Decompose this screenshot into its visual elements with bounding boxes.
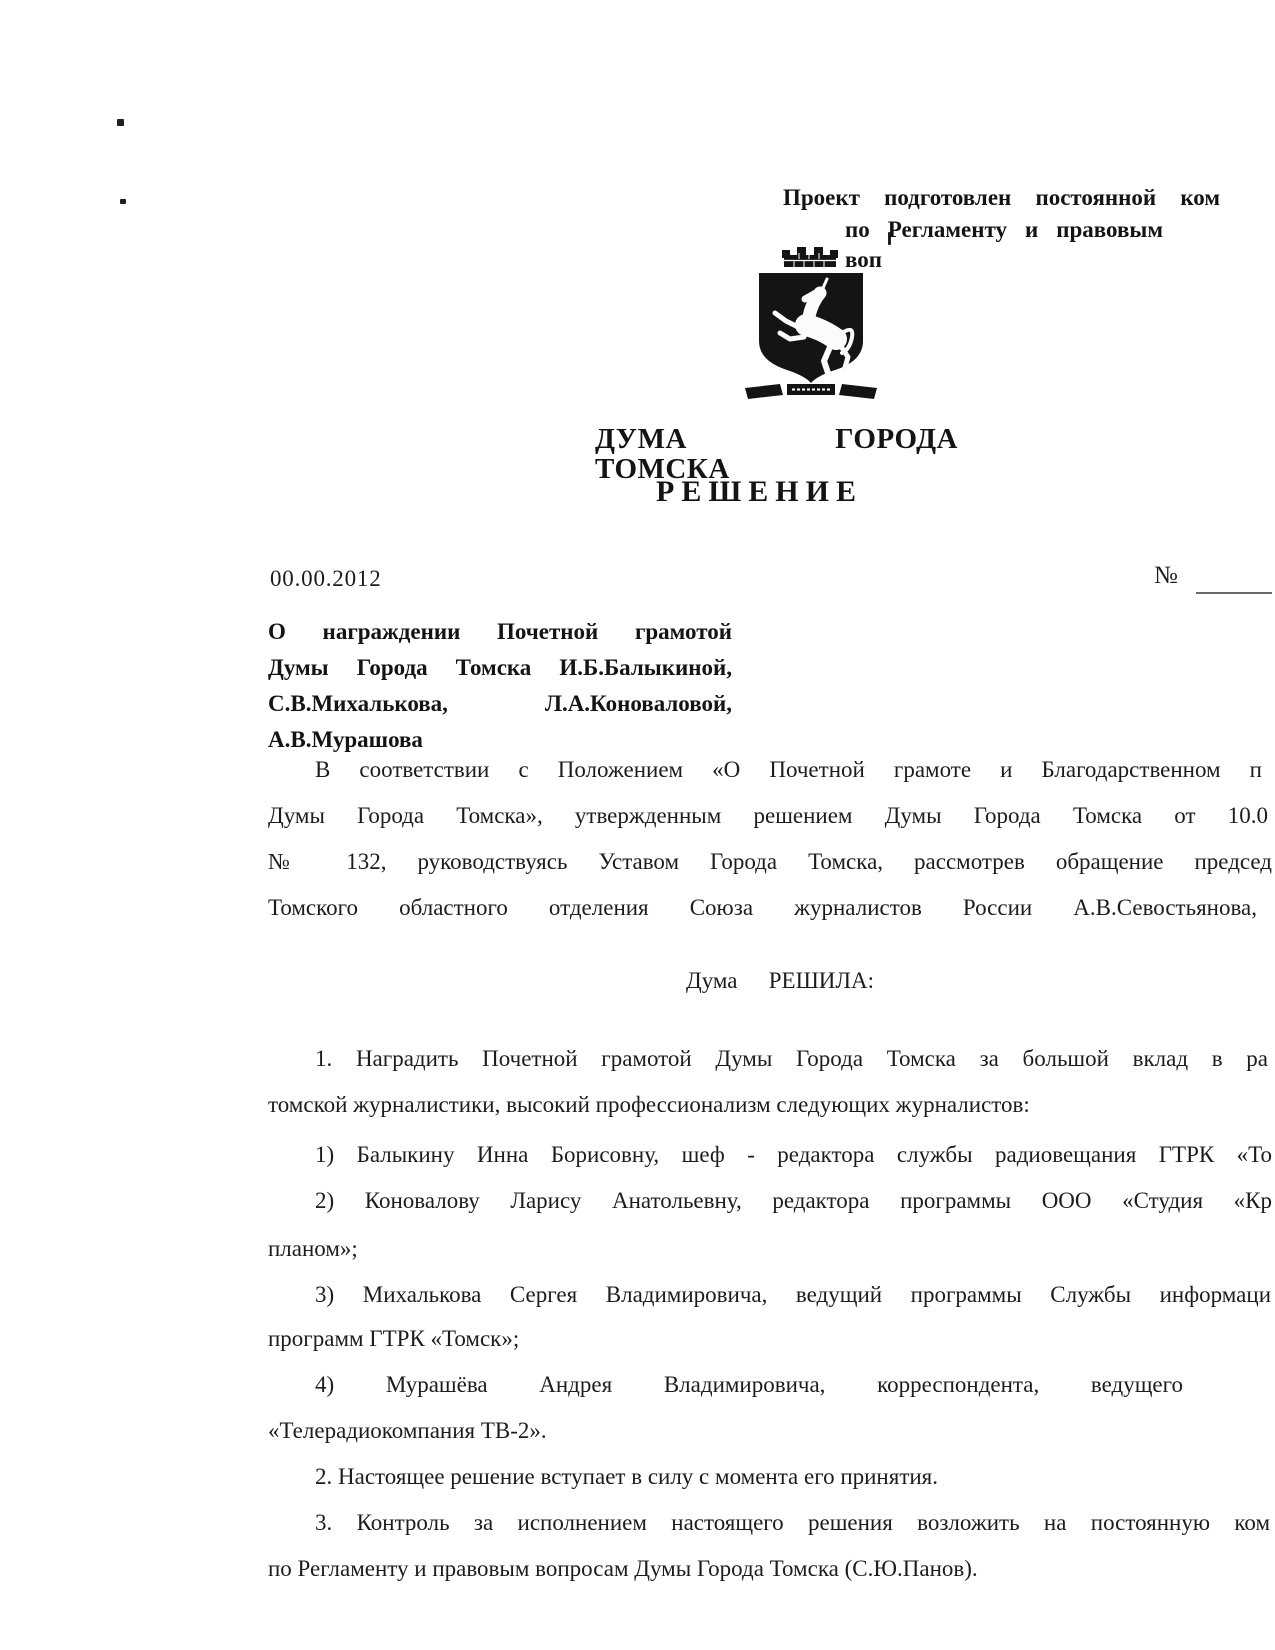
preamble-line-4: Томского областного отделения Союза журналистов России А.В.Севостьянова, [268,895,1257,920]
tomsk-coat-of-arms-icon [742,233,880,401]
item1-line-1: 1. Наградить Почетной грамотой Думы Города Томска за большой вклад в ра [315,1046,1268,1071]
item3-line-1: 3. Контроль за исполнением настоящего решения возложить на постоянную ком [315,1510,1270,1535]
document-number-sign: № [1154,562,1178,589]
item1-line-2: томской журналистики, высокий профессионализм следующих журналистов: [268,1092,1030,1117]
scan-speck [117,119,124,126]
subitem2-line-2: планом»; [268,1236,358,1261]
scan-speck [120,199,126,204]
document-date: 00.00.2012 [270,566,382,591]
item2-line-1: 2. Настоящее решение вступает в силу с момента его принятия. [315,1464,939,1489]
item3-line-2: по Регламенту и правовым вопросам Думы Города Томска (С.Ю.Панов). [268,1556,978,1581]
preamble-line-2: Думы Города Томска», утвержденным решением Думы Города Томска от 10.0 [268,803,1268,828]
subject-line-1: О награждении Почетной грамотой [268,619,732,644]
header-note-line-2: по Регламенту и правовым воп [845,217,1163,272]
organization-title: ДУМА ГОРОДА ТОМСКА [595,423,958,485]
number-blank-line [1196,592,1272,594]
subitem1-line-1: 1) Балыкину Инна Борисовну, шеф - редактора службы радиовещания ГТРК «То [315,1142,1272,1167]
subject-line-3: С.В.Михалькова, Л.А.Коноваловой, [268,691,732,716]
subject-line-4: А.В.Мурашова [268,727,423,752]
preamble-line-1: В соответствии с Положением «О Почетной грамоте и Благодарственном п [315,757,1262,782]
resolution-heading: Дума РЕШИЛА: [686,968,874,993]
subitem4-line-1: 4) Мурашёва Андрея Владимировича, корреспондента, ведущего [315,1372,1183,1397]
header-note-line-1: Проект подготовлен постоянной ком [783,185,1220,210]
preamble-line-3: № 132, руководствуясь Уставом Города Томска, рассмотрев обращение председ [268,849,1272,874]
subject-line-2: Думы Города Томска И.Б.Балыкиной, [268,655,732,680]
subitem3-line-1: 3) Михалькова Сергея Владимировича, ведущий программы Службы информаци [315,1282,1271,1307]
subitem2-line-1: 2) Коновалову Ларису Анатольевну, редактора программы ООО «Студия «Кр [315,1188,1272,1213]
subitem4-line-2: «Телерадиокомпания ТВ-2». [268,1418,547,1443]
subitem3-line-2: программ ГТРК «Томск»; [268,1326,520,1351]
document-type-title: РЕШЕНИЕ [656,475,863,508]
